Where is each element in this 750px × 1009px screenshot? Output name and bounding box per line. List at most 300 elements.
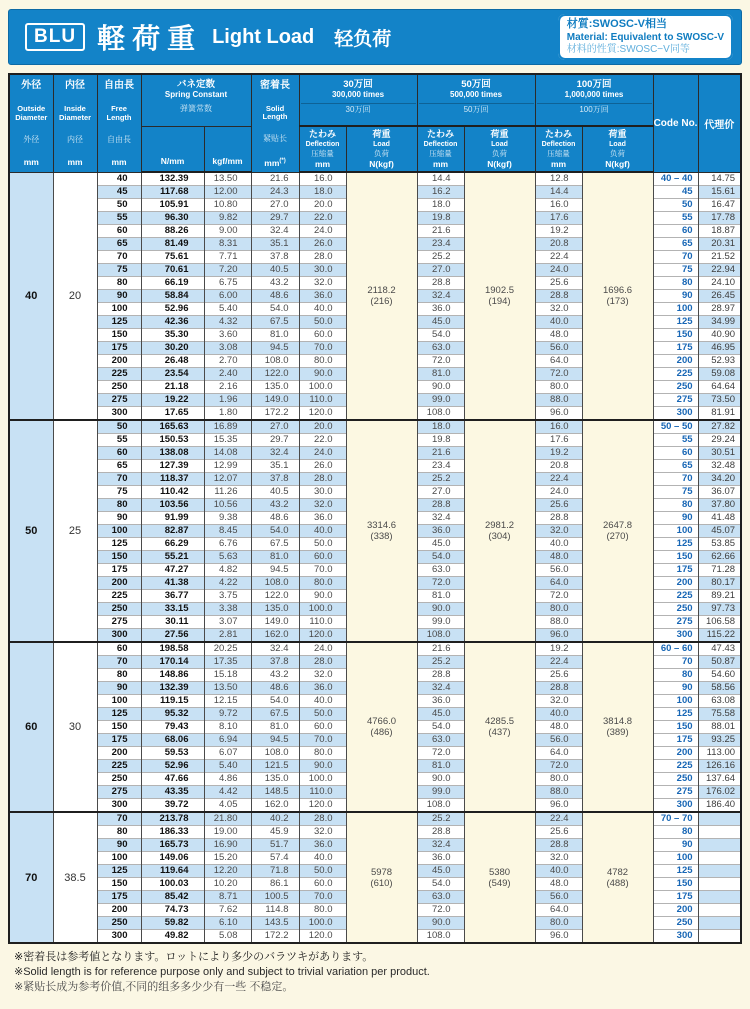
solid-length-cell: 172.2 [251, 930, 299, 944]
deflection-1m-cell: 19.2 [535, 642, 582, 656]
solid-length-cell: 40.5 [251, 486, 299, 499]
free-length-cell: 90 [97, 290, 141, 303]
deflection-1m-cell: 22.4 [535, 656, 582, 669]
deflection-500k-cell: 45.0 [417, 316, 464, 329]
free-length-cell: 275 [97, 394, 141, 407]
code-no-cell: 40 – 40 [653, 172, 698, 186]
free-length-cell: 75 [97, 264, 141, 277]
solid-length-cell: 37.8 [251, 473, 299, 486]
code-no-cell: 60 [653, 447, 698, 460]
deflection-500k-cell: 36.0 [417, 303, 464, 316]
code-no-cell: 50 – 50 [653, 420, 698, 434]
spring-constant-n-cell: 43.35 [141, 786, 204, 799]
solid-length-cell: 67.5 [251, 538, 299, 551]
code-no-cell: 65 [653, 238, 698, 251]
deflection-300k-cell: 50.0 [299, 708, 346, 721]
code-no-cell: 200 [653, 355, 698, 368]
price-cell [698, 917, 741, 930]
code-no-cell: 150 [653, 329, 698, 342]
solid-length-cell: 43.2 [251, 669, 299, 682]
spring-constant-n-cell: 138.08 [141, 447, 204, 460]
load-300k-cell [346, 812, 417, 943]
load-kgf-value: (389) [606, 727, 629, 738]
deflection-500k-cell: 99.0 [417, 786, 464, 799]
free-length-cell: 125 [97, 316, 141, 329]
spring-constant-n-cell: 91.99 [141, 512, 204, 525]
title-english: Light Load [212, 25, 315, 48]
material-info-box [558, 14, 733, 59]
deflection-300k-cell: 40.0 [299, 525, 346, 538]
deflection-300k-cell: 80.0 [299, 747, 346, 760]
price-cell: 64.64 [698, 381, 741, 394]
deflection-1m-cell: 64.0 [535, 747, 582, 760]
spring-constant-n-cell: 95.32 [141, 708, 204, 721]
price-cell: 34.99 [698, 316, 741, 329]
free-length-cell: 225 [97, 368, 141, 381]
deflection-300k-cell: 28.0 [299, 656, 346, 669]
free-length-cell: 80 [97, 826, 141, 839]
price-cell: 73.50 [698, 394, 741, 407]
free-length-cell: 275 [97, 616, 141, 629]
code-no-cell: 300 [653, 799, 698, 813]
deflection-300k-cell: 20.0 [299, 420, 346, 434]
deflection-500k-cell: 21.6 [417, 225, 464, 238]
spring-constant-kgf-cell: 9.00 [204, 225, 251, 238]
deflection-300k-cell: 100.0 [299, 917, 346, 930]
solid-length-cell: 24.3 [251, 186, 299, 199]
solid-length-cell: 81.0 [251, 329, 299, 342]
code-no-cell: 150 [653, 721, 698, 734]
spring-constant-n-cell: 132.39 [141, 682, 204, 695]
free-length-cell: 80 [97, 277, 141, 290]
spring-constant-n-cell: 66.29 [141, 538, 204, 551]
code-no-cell: 100 [653, 303, 698, 316]
deflection-300k-cell: 32.0 [299, 277, 346, 290]
deflection-300k-cell: 80.0 [299, 904, 346, 917]
solid-length-cell: 81.0 [251, 721, 299, 734]
price-cell [698, 930, 741, 944]
code-no-cell: 60 – 60 [653, 642, 698, 656]
deflection-500k-cell: 63.0 [417, 342, 464, 355]
code-no-cell: 90 [653, 682, 698, 695]
deflection-1m-cell: 96.0 [535, 799, 582, 813]
spring-constant-n-cell: 23.54 [141, 368, 204, 381]
spring-constant-n-cell: 68.06 [141, 734, 204, 747]
deflection-1m-cell: 56.0 [535, 342, 582, 355]
deflection-1m-cell: 40.0 [535, 538, 582, 551]
deflection-300k-cell: 80.0 [299, 355, 346, 368]
price-cell: 24.10 [698, 277, 741, 290]
free-length-cell: 300 [97, 629, 141, 643]
spring-constant-n-cell: 70.61 [141, 264, 204, 277]
deflection-300k-cell: 26.0 [299, 460, 346, 473]
solid-length-cell: 121.5 [251, 760, 299, 773]
price-cell: 16.47 [698, 199, 741, 212]
deflection-500k-cell: 25.2 [417, 251, 464, 264]
solid-length-cell: 27.0 [251, 420, 299, 434]
solid-length-cell: 122.0 [251, 590, 299, 603]
spring-constant-n-cell: 52.96 [141, 303, 204, 316]
deflection-1m-cell: 88.0 [535, 616, 582, 629]
load-300k-cell [346, 420, 417, 642]
code-no-cell: 200 [653, 577, 698, 590]
solid-length-cell: 29.7 [251, 434, 299, 447]
inside-diameter-cell: 25 [53, 420, 97, 642]
solid-length-cell: 94.5 [251, 342, 299, 355]
deflection-1m-cell: 48.0 [535, 721, 582, 734]
solid-length-cell: 35.1 [251, 460, 299, 473]
free-length-cell: 200 [97, 577, 141, 590]
solid-length-cell: 48.6 [251, 682, 299, 695]
free-length-cell: 200 [97, 904, 141, 917]
spring-constant-n-cell: 66.19 [141, 277, 204, 290]
spring-constant-kgf-cell: 8.10 [204, 721, 251, 734]
spring-constant-n-cell: 149.06 [141, 852, 204, 865]
deflection-300k-cell: 120.0 [299, 629, 346, 643]
solid-length-cell: 81.0 [251, 551, 299, 564]
spring-constant-n-cell: 148.86 [141, 669, 204, 682]
free-length-cell: 125 [97, 538, 141, 551]
spring-constant-n-cell: 30.20 [141, 342, 204, 355]
deflection-300k-cell: 80.0 [299, 577, 346, 590]
deflection-300k-cell: 20.0 [299, 199, 346, 212]
free-length-cell: 80 [97, 669, 141, 682]
deflection-1m-cell: 96.0 [535, 629, 582, 643]
price-cell: 137.64 [698, 773, 741, 786]
deflection-500k-cell: 63.0 [417, 734, 464, 747]
code-no-cell: 50 [653, 199, 698, 212]
price-cell [698, 904, 741, 917]
deflection-300k-cell: 50.0 [299, 316, 346, 329]
spring-constant-kgf-cell: 8.45 [204, 525, 251, 538]
deflection-500k-cell: 32.4 [417, 682, 464, 695]
solid-length-cell: 149.0 [251, 616, 299, 629]
spring-constant-kgf-cell: 9.72 [204, 708, 251, 721]
spring-constant-n-cell: 118.37 [141, 473, 204, 486]
load-n-value: 4285.5 [484, 716, 515, 727]
deflection-500k-cell: 54.0 [417, 551, 464, 564]
load-n-value: 1696.6 [603, 285, 633, 296]
code-no-cell: 250 [653, 773, 698, 786]
load-n-value: 4782 [606, 866, 629, 878]
deflection-500k-cell: 54.0 [417, 878, 464, 891]
spring-constant-n-cell: 33.15 [141, 603, 204, 616]
spring-constant-n-cell: 74.73 [141, 904, 204, 917]
free-length-cell: 100 [97, 525, 141, 538]
header-cycles-300k: 30万回 300,000 times 30万回 [299, 74, 417, 126]
banner-title-group [25, 17, 391, 57]
free-length-cell: 175 [97, 891, 141, 904]
spring-constant-kgf-cell: 19.00 [204, 826, 251, 839]
deflection-1m-cell: 80.0 [535, 917, 582, 930]
deflection-1m-cell: 16.0 [535, 420, 582, 434]
deflection-300k-cell: 110.0 [299, 394, 346, 407]
solid-length-cell: 51.7 [251, 839, 299, 852]
spring-constant-kgf-cell: 2.16 [204, 381, 251, 394]
deflection-500k-cell: 90.0 [417, 603, 464, 616]
spring-constant-n-cell: 186.33 [141, 826, 204, 839]
spring-constant-kgf-cell: 15.20 [204, 852, 251, 865]
load-kgf-value: (216) [370, 296, 393, 307]
code-no-cell: 275 [653, 394, 698, 407]
code-no-cell: 90 [653, 290, 698, 303]
free-length-cell: 300 [97, 799, 141, 813]
spring-constant-n-cell: 42.36 [141, 316, 204, 329]
code-no-cell: 225 [653, 368, 698, 381]
free-length-cell: 80 [97, 499, 141, 512]
price-cell: 59.08 [698, 368, 741, 381]
deflection-500k-cell: 19.8 [417, 212, 464, 225]
load-n-value: 4766.0 [366, 716, 397, 727]
code-no-cell: 200 [653, 747, 698, 760]
price-cell: 75.58 [698, 708, 741, 721]
deflection-500k-cell: 63.0 [417, 891, 464, 904]
spring-constant-kgf-cell: 6.75 [204, 277, 251, 290]
spring-constant-n-cell: 110.42 [141, 486, 204, 499]
price-cell: 17.78 [698, 212, 741, 225]
load-n-value: 5978 [370, 866, 393, 878]
deflection-1m-cell: 56.0 [535, 734, 582, 747]
price-cell: 106.58 [698, 616, 741, 629]
banner [8, 9, 742, 65]
free-length-cell: 90 [97, 512, 141, 525]
deflection-1m-cell: 72.0 [535, 760, 582, 773]
price-cell: 22.94 [698, 264, 741, 277]
free-length-cell: 90 [97, 839, 141, 852]
price-cell: 36.07 [698, 486, 741, 499]
code-no-cell: 90 [653, 512, 698, 525]
load-kgf-value: (304) [488, 531, 511, 542]
load-500k-cell [464, 642, 535, 812]
spring-constant-n-cell: 39.72 [141, 799, 204, 813]
spring-constant-kgf-cell: 5.08 [204, 930, 251, 944]
header-load-500k: 荷重 Load 负荷 N(kgf) [464, 126, 535, 172]
solid-length-cell: 108.0 [251, 355, 299, 368]
solid-length-cell: 43.2 [251, 277, 299, 290]
deflection-1m-cell: 56.0 [535, 564, 582, 577]
spring-constant-n-cell: 75.61 [141, 251, 204, 264]
solid-length-cell: 135.0 [251, 773, 299, 786]
deflection-300k-cell: 40.0 [299, 303, 346, 316]
price-cell: 32.48 [698, 460, 741, 473]
deflection-500k-cell: 72.0 [417, 904, 464, 917]
material-jp: 材質:SWOSC-V相当 [566, 18, 667, 31]
code-no-cell: 250 [653, 381, 698, 394]
spring-constant-n-cell: 132.39 [141, 172, 204, 186]
deflection-500k-cell: 27.0 [417, 264, 464, 277]
series-code-badge: BLU [25, 23, 85, 52]
solid-length-cell: 135.0 [251, 381, 299, 394]
footnote-chinese: ※紧贴长成为参考价值,不同的组多多少少有一些 不稳定。 [14, 980, 294, 993]
solid-length-cell: 162.0 [251, 799, 299, 813]
header-code-no: Code No. [653, 74, 698, 172]
solid-length-cell: 143.5 [251, 917, 299, 930]
deflection-1m-cell: 64.0 [535, 355, 582, 368]
free-length-cell: 300 [97, 407, 141, 421]
deflection-300k-cell: 32.0 [299, 826, 346, 839]
deflection-1m-cell: 19.2 [535, 225, 582, 238]
header-free-length: 自由長 Free Length 自由長 mm [97, 74, 141, 172]
header-unit-n-per-mm: N/mm [141, 126, 204, 172]
deflection-300k-cell: 24.0 [299, 225, 346, 238]
spec-row [9, 420, 741, 434]
solid-length-cell: 37.8 [251, 656, 299, 669]
spring-constant-kgf-cell: 5.40 [204, 760, 251, 773]
solid-length-cell: 122.0 [251, 368, 299, 381]
spring-constant-n-cell: 21.18 [141, 381, 204, 394]
deflection-1m-cell: 24.0 [535, 486, 582, 499]
deflection-500k-cell: 32.4 [417, 839, 464, 852]
load-n-value: 2118.2 [367, 285, 396, 296]
free-length-cell: 55 [97, 212, 141, 225]
solid-length-cell: 162.0 [251, 629, 299, 643]
price-cell: 15.61 [698, 186, 741, 199]
price-cell [698, 878, 741, 891]
spring-constant-kgf-cell: 9.82 [204, 212, 251, 225]
deflection-500k-cell: 72.0 [417, 355, 464, 368]
deflection-1m-cell: 96.0 [535, 930, 582, 944]
free-length-cell: 100 [97, 303, 141, 316]
deflection-1m-cell: 80.0 [535, 603, 582, 616]
free-length-cell: 60 [97, 642, 141, 656]
load-kgf-value: (437) [488, 727, 511, 738]
spring-constant-kgf-cell: 1.80 [204, 407, 251, 421]
deflection-1m-cell: 28.8 [535, 512, 582, 525]
inside-diameter-cell: 38.5 [53, 812, 97, 943]
code-no-cell: 80 [653, 669, 698, 682]
free-length-cell: 175 [97, 342, 141, 355]
spring-constant-n-cell: 213.78 [141, 812, 204, 826]
deflection-300k-cell: 26.0 [299, 238, 346, 251]
deflection-500k-cell: 90.0 [417, 773, 464, 786]
code-no-cell: 150 [653, 551, 698, 564]
spring-constant-n-cell: 85.42 [141, 891, 204, 904]
price-cell: 45.07 [698, 525, 741, 538]
free-length-cell: 175 [97, 734, 141, 747]
price-cell: 20.31 [698, 238, 741, 251]
solid-length-cell: 35.1 [251, 238, 299, 251]
spec-row [9, 812, 741, 826]
price-cell: 21.52 [698, 251, 741, 264]
header-deflection-1m: たわみ Deflection 压缩量 mm [535, 126, 582, 172]
solid-length-footnote-mark: (*) [279, 157, 286, 164]
spring-constant-kgf-cell: 2.70 [204, 355, 251, 368]
deflection-1m-cell: 25.6 [535, 277, 582, 290]
deflection-500k-cell: 23.4 [417, 238, 464, 251]
deflection-300k-cell: 36.0 [299, 290, 346, 303]
deflection-1m-cell: 64.0 [535, 577, 582, 590]
solid-length-cell: 94.5 [251, 734, 299, 747]
code-no-cell: 100 [653, 525, 698, 538]
load-300k-cell [346, 172, 417, 420]
load-500k-cell [464, 172, 535, 420]
spring-constant-kgf-cell: 4.82 [204, 564, 251, 577]
code-no-cell: 250 [653, 917, 698, 930]
load-kgf-value: (173) [606, 296, 629, 307]
deflection-300k-cell: 28.0 [299, 812, 346, 826]
price-cell: 52.93 [698, 355, 741, 368]
free-length-cell: 60 [97, 447, 141, 460]
solid-length-cell: 40.2 [251, 812, 299, 826]
deflection-500k-cell: 108.0 [417, 629, 464, 643]
spring-constant-n-cell: 30.11 [141, 616, 204, 629]
deflection-500k-cell: 28.8 [417, 277, 464, 290]
solid-length-cell: 32.4 [251, 642, 299, 656]
deflection-300k-cell: 120.0 [299, 799, 346, 813]
deflection-1m-cell: 28.8 [535, 290, 582, 303]
footnote-english: ※Solid length is for reference purpose only and subject to trivial variation per product. [14, 965, 430, 978]
spring-constant-kgf-cell: 2.40 [204, 368, 251, 381]
free-length-cell: 125 [97, 708, 141, 721]
spring-constant-kgf-cell: 12.07 [204, 473, 251, 486]
price-cell: 113.00 [698, 747, 741, 760]
deflection-500k-cell: 72.0 [417, 747, 464, 760]
header-spring-constant-group: バネ定数 Spring Constant 弹簧常数 [141, 74, 251, 126]
deflection-500k-cell: 108.0 [417, 799, 464, 813]
code-no-cell: 75 [653, 264, 698, 277]
spring-constant-n-cell: 47.66 [141, 773, 204, 786]
header-cycles-1m: 100万回 1,000,000 times 100万回 [535, 74, 653, 126]
deflection-1m-cell: 48.0 [535, 551, 582, 564]
price-cell: 50.87 [698, 656, 741, 669]
price-cell: 71.28 [698, 564, 741, 577]
free-length-cell: 100 [97, 695, 141, 708]
free-length-cell: 250 [97, 603, 141, 616]
deflection-1m-cell: 80.0 [535, 381, 582, 394]
spring-constant-kgf-cell: 16.89 [204, 420, 251, 434]
deflection-1m-cell: 22.4 [535, 473, 582, 486]
solid-length-cell: 54.0 [251, 695, 299, 708]
free-length-cell: 150 [97, 721, 141, 734]
code-no-cell: 100 [653, 695, 698, 708]
deflection-1m-cell: 88.0 [535, 394, 582, 407]
spring-constant-kgf-cell: 6.00 [204, 290, 251, 303]
spring-constant-n-cell: 41.38 [141, 577, 204, 590]
deflection-1m-cell: 80.0 [535, 773, 582, 786]
price-cell: 97.73 [698, 603, 741, 616]
deflection-500k-cell: 90.0 [417, 381, 464, 394]
free-length-cell: 55 [97, 434, 141, 447]
load-n-value: 2647.8 [603, 520, 633, 531]
deflection-300k-cell: 22.0 [299, 434, 346, 447]
load-kgf-value: (549) [488, 877, 511, 889]
deflection-1m-cell: 48.0 [535, 329, 582, 342]
load-kgf-value: (194) [488, 296, 511, 307]
load-kgf-value: (488) [606, 877, 629, 889]
load-kgf-value: (486) [370, 727, 393, 738]
deflection-500k-cell: 25.2 [417, 656, 464, 669]
spec-row [9, 642, 741, 656]
header-price: 代理价 [698, 74, 741, 172]
spring-constant-kgf-cell: 3.60 [204, 329, 251, 342]
spring-constant-n-cell: 27.56 [141, 629, 204, 643]
deflection-300k-cell: 30.0 [299, 486, 346, 499]
deflection-1m-cell: 22.4 [535, 812, 582, 826]
spring-constant-n-cell: 119.64 [141, 865, 204, 878]
code-no-cell: 200 [653, 904, 698, 917]
free-length-cell: 50 [97, 199, 141, 212]
deflection-500k-cell: 108.0 [417, 407, 464, 421]
spring-constant-n-cell: 170.14 [141, 656, 204, 669]
deflection-300k-cell: 100.0 [299, 603, 346, 616]
spring-constant-n-cell: 17.65 [141, 407, 204, 421]
footnote-japanese: ※密着長は参考値となります。ロットにより多少のバラツキがあります。 [14, 951, 374, 963]
price-cell: 58.56 [698, 682, 741, 695]
spring-constant-n-cell: 117.68 [141, 186, 204, 199]
spring-constant-kgf-cell: 6.94 [204, 734, 251, 747]
spring-constant-n-cell: 100.03 [141, 878, 204, 891]
spring-constant-kgf-cell: 6.07 [204, 747, 251, 760]
